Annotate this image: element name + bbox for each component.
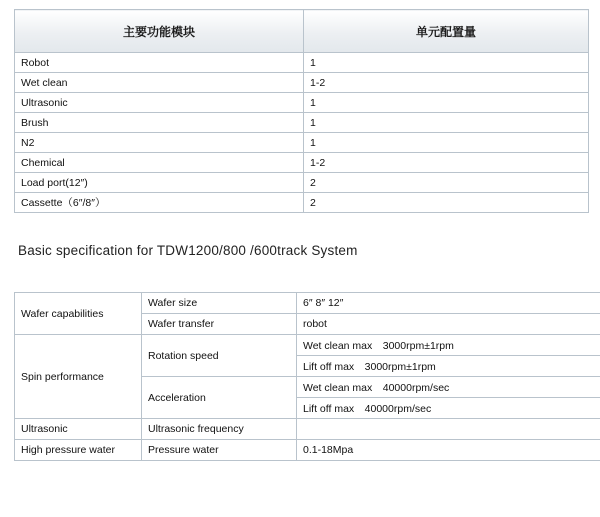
cell-module: Load port(12″) bbox=[15, 173, 304, 193]
spec-category: Spin performance bbox=[15, 335, 142, 419]
spec-item: Acceleration bbox=[142, 377, 297, 419]
unit-configuration-table bbox=[14, 9, 589, 213]
cell-module: Brush bbox=[15, 113, 304, 133]
table-row bbox=[15, 173, 589, 193]
cell-module: Ultrasonic bbox=[15, 93, 304, 113]
table-row bbox=[15, 113, 589, 133]
table-header-row bbox=[15, 10, 589, 53]
table-row bbox=[15, 440, 600, 461]
spec-value: Lift off max 3000rpm±1rpm bbox=[297, 356, 600, 377]
cell-quantity: 1-2 bbox=[304, 73, 589, 93]
cell-quantity: 1 bbox=[304, 113, 589, 133]
table-row bbox=[15, 153, 589, 173]
spec-item: Wafer transfer bbox=[142, 314, 297, 335]
spec-value: 0.1-18Mpa bbox=[297, 440, 600, 461]
spec-category: Wafer capabilities bbox=[15, 293, 142, 335]
column-header-module: 主要功能模块 bbox=[15, 10, 304, 53]
cell-module: Chemical bbox=[15, 153, 304, 173]
spec-category: Ultrasonic bbox=[15, 419, 142, 440]
cell-module: Cassette（6″/8″） bbox=[15, 193, 304, 213]
spec-category: High pressure water bbox=[15, 440, 142, 461]
table-row bbox=[15, 93, 589, 113]
cell-module: Robot bbox=[15, 53, 304, 73]
table-row bbox=[15, 293, 600, 314]
spec-value: Wet clean max 3000rpm±1rpm bbox=[297, 335, 600, 356]
spec-item: Ultrasonic frequency bbox=[142, 419, 297, 440]
cell-quantity: 1-2 bbox=[304, 153, 589, 173]
section-heading: Basic specification for TDW1200/800 /600track System bbox=[18, 243, 358, 258]
cell-quantity: 2 bbox=[304, 193, 589, 213]
spec-item: Wafer size bbox=[142, 293, 297, 314]
cell-quantity: 1 bbox=[304, 133, 589, 153]
spec-item: Pressure water bbox=[142, 440, 297, 461]
spec-item: Rotation speed bbox=[142, 335, 297, 377]
cell-quantity: 1 bbox=[304, 93, 589, 113]
column-header-quantity: 单元配置量 bbox=[304, 10, 589, 53]
table-row bbox=[15, 419, 600, 440]
table-row bbox=[15, 53, 589, 73]
spec-value: 6″ 8″ 12″ bbox=[297, 293, 600, 314]
spec-value bbox=[297, 419, 600, 440]
cell-module: Wet clean bbox=[15, 73, 304, 93]
table-row bbox=[15, 73, 589, 93]
spec-value: robot bbox=[297, 314, 600, 335]
spec-value: Lift off max 40000rpm/sec bbox=[297, 398, 600, 419]
spec-value: Wet clean max 40000rpm/sec bbox=[297, 377, 600, 398]
basic-specification-table bbox=[14, 292, 600, 461]
cell-module: N2 bbox=[15, 133, 304, 153]
table-row bbox=[15, 193, 589, 213]
table-row bbox=[15, 335, 600, 356]
cell-quantity: 2 bbox=[304, 173, 589, 193]
table-row bbox=[15, 133, 589, 153]
cell-quantity: 1 bbox=[304, 53, 589, 73]
